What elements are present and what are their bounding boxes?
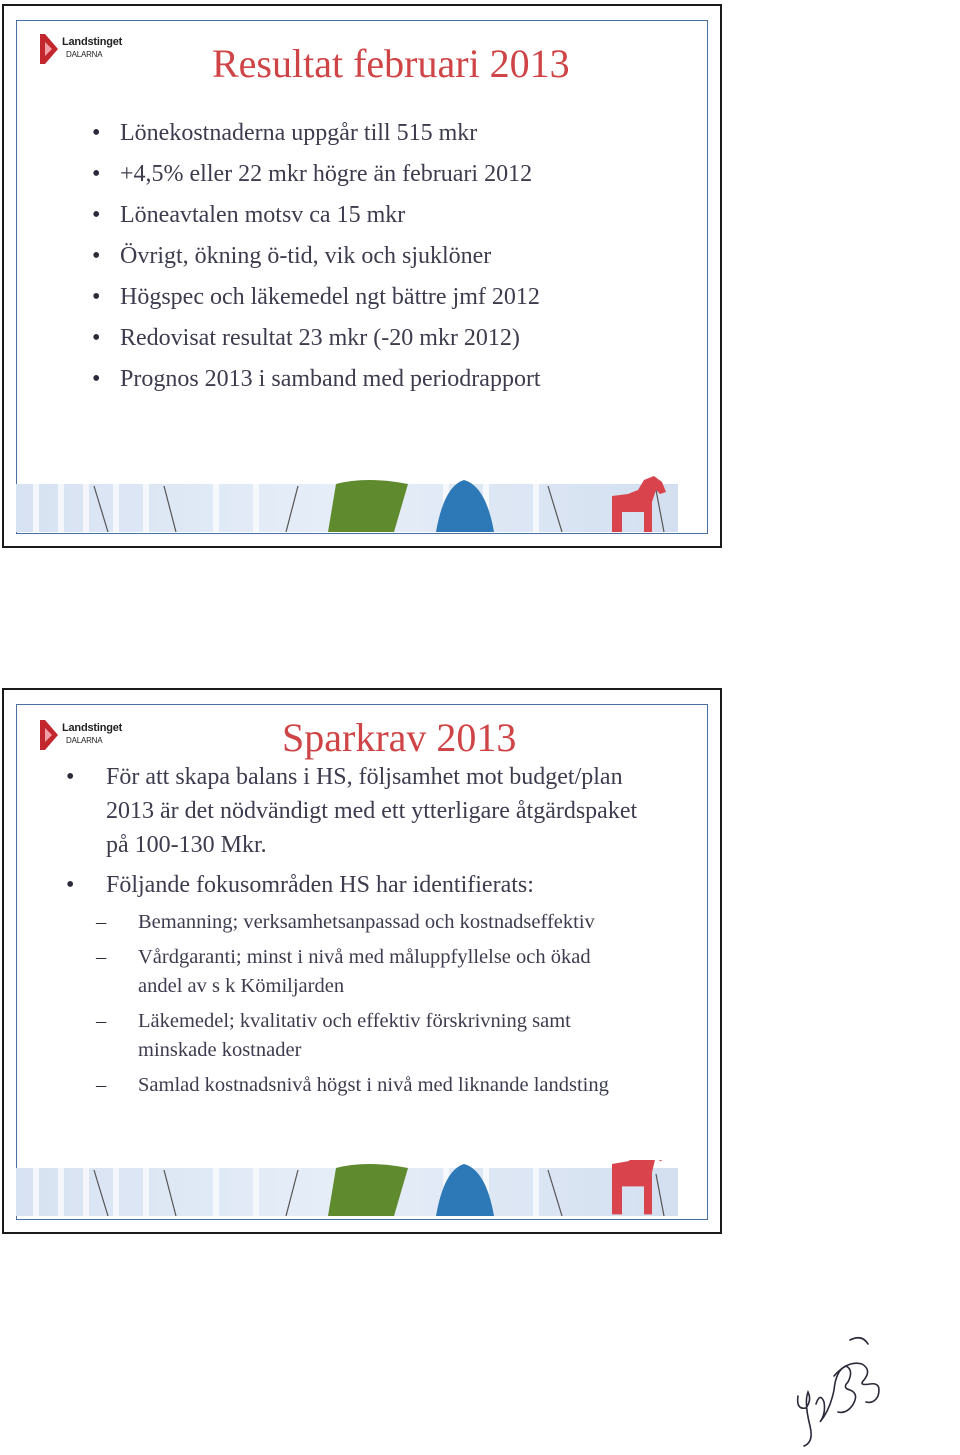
bullet-item: • +4,5% eller 22 mkr högre än februari 2012 (92, 156, 652, 197)
logo-sub: DALARNA (66, 736, 103, 745)
logo-mark-icon (40, 34, 58, 64)
bullet-item: • Högspec och läkemedel ngt bättre jmf 2012 (92, 279, 652, 320)
bullet-item: • Prognos 2013 i samband med periodrapport (92, 361, 652, 402)
sub-bullet-item: – Samlad kostnadsnivå högst i nivå med liknande landsting (96, 1071, 636, 1100)
bullet-list (92, 115, 652, 402)
bullet-item: • Lönekostnaderna uppgår till 515 mkr (92, 115, 652, 156)
logo-sub: DALARNA (66, 50, 103, 59)
bullet-list (66, 760, 646, 908)
slide-title: Resultat februari 2013 (212, 41, 570, 86)
bullet-item: • Övrigt, ökning ö-tid, vik och sjuklöner (92, 238, 652, 279)
sub-bullet-list (96, 908, 636, 1106)
logo-name: Landstinget (62, 36, 123, 48)
handwritten-signature (790, 1330, 900, 1450)
decorative-banner (16, 476, 706, 532)
sub-bullet-item: – Läkemedel; kvalitativ och effektiv förskrivning samt minskade kostnader (96, 1007, 636, 1065)
sub-bullet-item: – Vårdgaranti; minst i nivå med måluppfyllelse och ökad andel av s k Kömiljarden (96, 943, 636, 1001)
bullet-item: • Löneavtalen motsv ca 15 mkr (92, 197, 652, 238)
green-shape (328, 1164, 408, 1216)
landstinget-logo (40, 34, 160, 70)
bullet-item: • För att skapa balans i HS, följsamhet mot budget/plan 2013 är det nödvändigt med ett ytterligare åtgärdspaket på 100-130 Mkr. (66, 760, 646, 862)
sub-bullet-item: – Bemanning; verksamhetsanpassad och kostnadseffektiv (96, 908, 636, 937)
landstinget-logo (40, 720, 160, 756)
bullet-item: • Följande fokusområden HS har identifierats: (66, 868, 646, 902)
decorative-banner (16, 1160, 706, 1216)
logo-name: Landstinget (62, 722, 123, 734)
logo-mark-icon (40, 720, 58, 750)
bullet-item: • Redovisat resultat 23 mkr (-20 mkr 2012) (92, 320, 652, 361)
green-shape (328, 480, 408, 532)
slide-title: Sparkrav 2013 (282, 715, 517, 760)
